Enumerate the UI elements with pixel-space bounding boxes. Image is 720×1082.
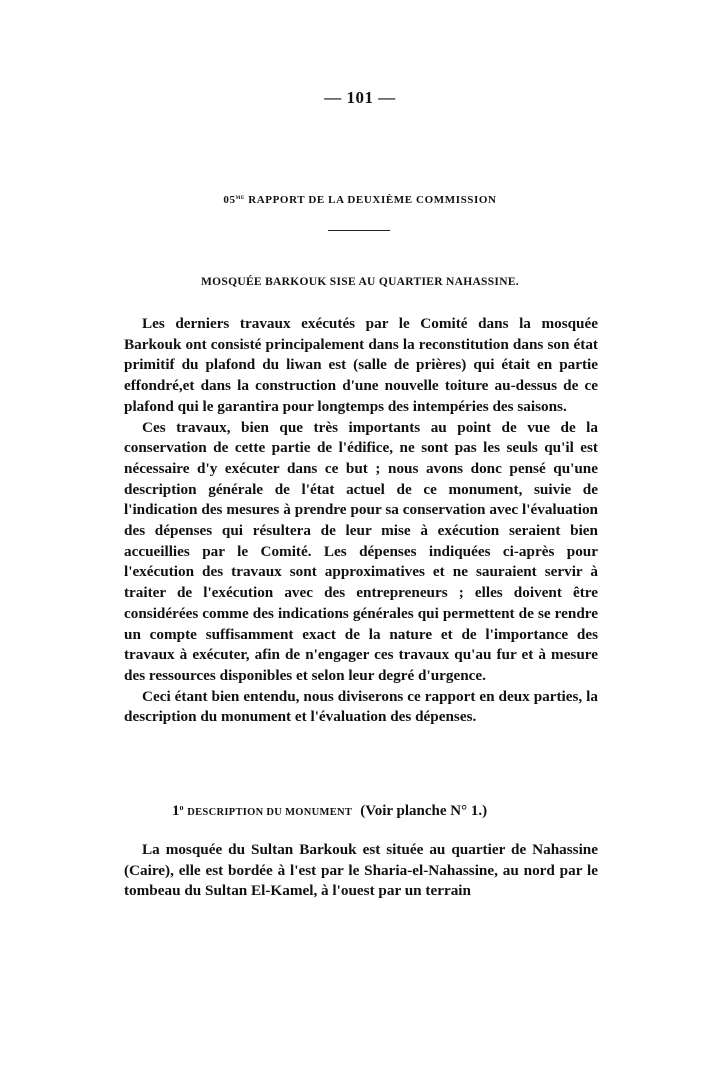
subheading-number: 1 (172, 803, 180, 819)
report-title (0, 193, 720, 206)
paragraph-3: Ceci étant bien entendu, nous diviserons ce rapport en deux parties, la description du monument et l'évaluation des dépenses. (124, 687, 598, 726)
title-rule (328, 230, 390, 231)
plate-reference: (Voir planche N° 1.) (360, 803, 488, 819)
subheading-degree: o (179, 803, 184, 812)
paragraph-1: Les derniers travaux exécutés par le Comité dans la mosquée Barkouk ont consisté principalement dans la reconstitution dans son état primitif du plafond du liwan est (salle de prières) qui était en partie effondré,et dans la construction d'une nouvelle toiture au-dessus de ce plafond qui le garantira pour longtemps des intempéries des saisons. (124, 315, 598, 415)
report-number-suffix: me (235, 193, 245, 201)
page-number: — 101 — (324, 88, 396, 107)
report-title-text: RAPPORT DE LA DEUXIÈME COMMISSION (248, 194, 497, 206)
paragraph-4: La mosquée du Sultan Barkouk est située au quartier de Nahassine (Caire), elle est bordée à l'est par le Sharia-el-Nahassine, au nord par le tombeau du Sultan El-Kamel, à l'ouest par un terrain (124, 841, 598, 900)
report-number: 05 (223, 194, 236, 206)
body-text (124, 314, 598, 728)
body-text-continued (124, 840, 598, 902)
section-title: MOSQUÉE BARKOUK SISE AU QUARTIER NAHASSINE. (201, 276, 519, 288)
subheading-text: DESCRIPTION DU MONUMENT (187, 807, 353, 818)
subheading (172, 803, 487, 820)
paragraph-2: Ces travaux, bien que très importants au point de vue de la conservation de cette partie de l'édifice, ne sont pas les seuls qu'il est nécessaire d'y exécuter dans ce but ; nous avons donc pensé qu'une description générale de l'état actuel de ce monument, suivie de l'indication des mesures à prendre pour sa conservation avec l'évaluation des dépenses qui résultera de leur mise à exécution seraient bien accueillies par le Comité. Les dépenses indiquées ci-après pour l'exécution des travaux sont approximatives et ne sauraient servir à traiter de l'exécution avec des entrepreneurs ; elles doivent être considérées comme des indications générales qui permettent de se rendre un compte suffisamment exact de la nature et de l'importance des travaux à exécuter, afin de n'engager ces travaux qu'au fur et à mesure des ressources disponibles et selon leur degré d'urgence. (124, 418, 598, 684)
